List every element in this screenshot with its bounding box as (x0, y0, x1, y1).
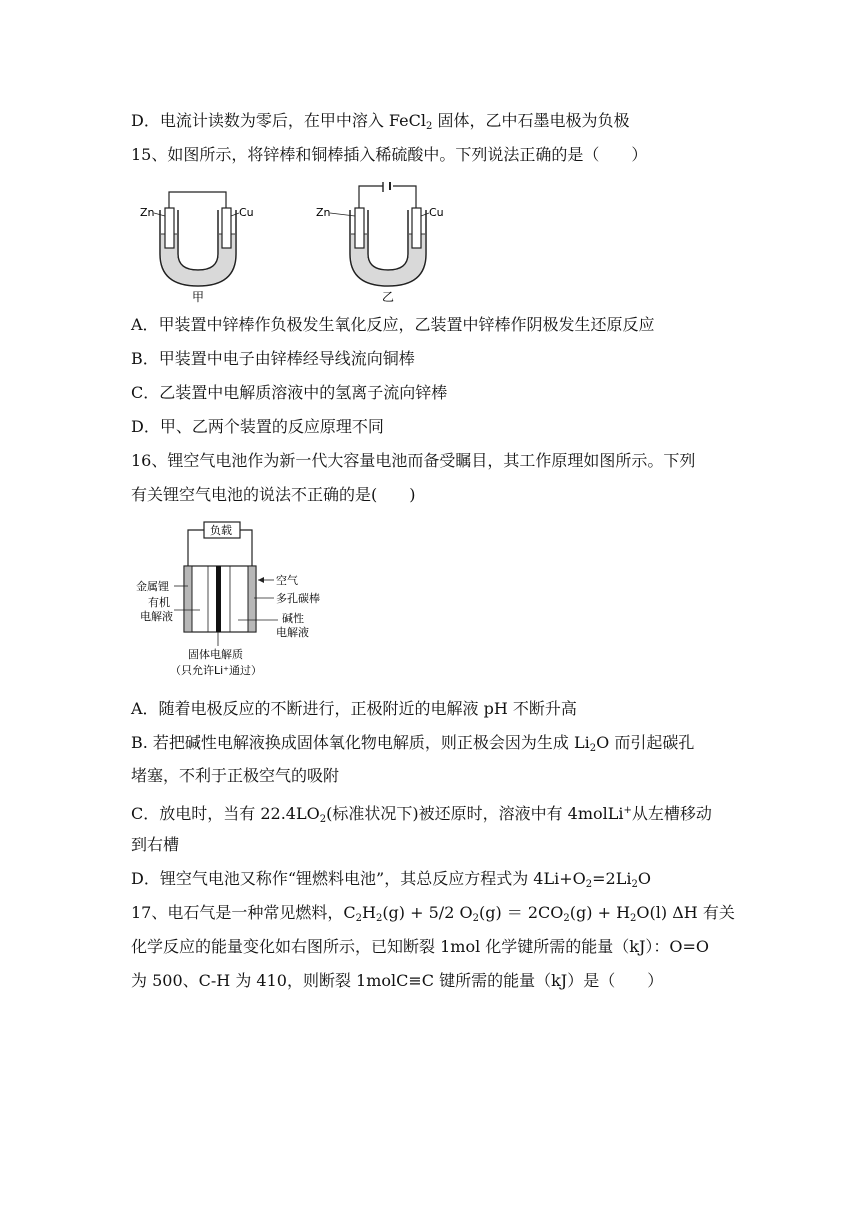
q17-line1: 17、电石气是一种常见燃料，$C_2H_2(g) + 5/2$ $O_2(g) = 2CO_2(g) + H_2O(l)$ ΔH 有关 (131, 903, 735, 924)
q14-option-d: D．电流计读数为零后，在甲中溶入 FeCl$_2$ 固体，乙中石墨电极为负极 (131, 111, 630, 132)
caption-yi: 乙 (382, 290, 395, 304)
porous-carbon-cathode (248, 566, 256, 632)
solid-electrolyte-membrane (216, 566, 221, 632)
cu-label-jia: Cu (239, 206, 254, 219)
q16-option-b-line2: 堵塞，不利于正极空气的吸附 (131, 766, 340, 785)
q15-stem: 15、如图所示，将锌棒和铜棒插入稀硫酸中。下列说法正确的是（ ） (131, 145, 648, 164)
q16-option-c-line1: C．放电时，当有 $22.4LO_2$(标准状况下)被还原时，溶液中有 4molLi+从左槽移动 (131, 804, 712, 825)
q15-option-c: C．乙装置中电解质溶液中的氢离子流向锌棒 (131, 383, 448, 402)
q16-option-b-line1: B. 若把碱性电解液换成固体氧化物电解质，则正极会因为生成 $Li_2O$ 而引起碳孔 (131, 733, 695, 754)
anode-label: 金属锂 (136, 580, 169, 593)
load-label: 负载 (210, 524, 232, 537)
lithium-anode (184, 566, 192, 632)
porous-carbon-label: 多孔碳棒 (276, 592, 320, 605)
alkaline-electrolyte-label-2: 电解液 (276, 626, 309, 639)
q15-option-b: B．甲装置中电子由锌棒经导线流向铜棒 (131, 349, 415, 368)
solid-electrolyte-label: 固体电解质 (188, 648, 243, 661)
q16-stem-line1: 16、锂空气电池作为新一代大容量电池而备受瞩目，其工作原理如图所示。下列 (131, 451, 696, 470)
q16-battery-figure (134, 518, 364, 682)
q16-stem-line2: 有关锂空气电池的说法不正确的是( ) (131, 485, 416, 504)
organic-electrolyte-label-2: 电解液 (140, 610, 173, 623)
air-label: 空气 (276, 574, 298, 587)
q15-option-d: D．甲、乙两个装置的反应原理不同 (131, 417, 384, 436)
q15-option-a: A．甲装置中锌棒作负极发生氧化反应，乙装置中锌棒作阴极发生还原反应 (131, 315, 655, 334)
q16-option-a: A．随着电极反应的不断进行，正极附近的电解液 pH 不断升高 (131, 699, 577, 718)
q16-option-c-line2: 到右槽 (131, 835, 180, 854)
u-tube-jia (140, 192, 254, 304)
organic-electrolyte-label-1: 有机 (148, 596, 170, 609)
q17-line2: 化学反应的能量变化如右图所示，已知断裂 1mol 化学键所需的能量（kJ）：O=O (131, 937, 710, 956)
zn-label-jia: Zn (140, 206, 155, 219)
caption-jia: 甲 (192, 290, 205, 304)
alkaline-electrolyte-label-1: 碱性 (282, 612, 304, 625)
solid-electrolyte-note: （只允许Li⁺通过） (170, 664, 262, 677)
cu-label-yi: Cu (429, 206, 444, 219)
zn-label-yi: Zn (316, 206, 331, 219)
q17-line3: 为 500、C-H 为 410，则断裂 1molC≡C 键所需的能量（kJ）是（ ） (131, 971, 664, 990)
u-tube-yi (316, 182, 444, 304)
q15-figure (138, 182, 448, 304)
q16-option-d: D．锂空气电池又称作“锂燃料电池”，其总反应方程式为 $4Li+O_2=2Li_2O$ (131, 869, 651, 890)
